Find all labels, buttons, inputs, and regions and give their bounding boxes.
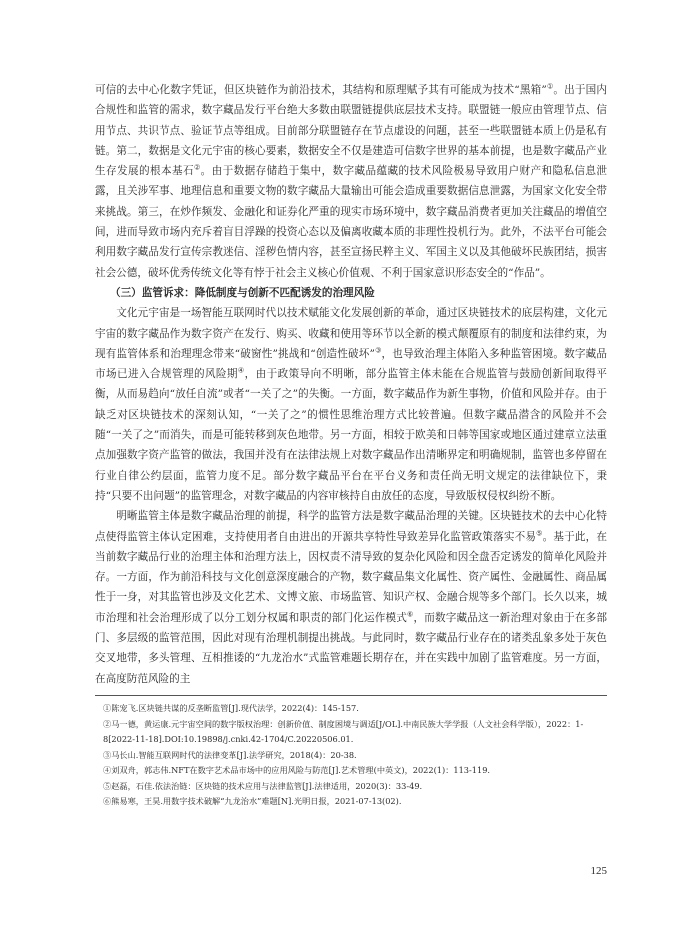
text-run: 。出于国内合规性和监管的需求，数字藏品发行平台绝大多数由联盟链提供底层技术支持。联盟链一般应由管理节点、信用节点、共识节点、验证节点等组成。目前部分联盟链存在节点虚设的问题，甚至一些联盟链本质上仍是私有链。第二，数据是文化元宇宙的核心要素，数据安全不仅是建造可信数字世界的基本前提，也是数字藏品产业生存发展的根本基石 <box>95 84 608 178</box>
footnote-5: ⑤赵磊，石佳.依法治链：区块链的技术应用与法律监管[J].法律适用，2020(3)：33-49. <box>103 780 423 791</box>
footnote-2: ②马一德，黄运康.元宇宙空间的数字版权治理：创新价值、制度困境与调适[J/OL].中南民族大学学报（人文社会科学版），2022：1-8[2022-11-18].DOI:10.19898/j.cnki.42-1704/C.20220506.01. <box>103 718 584 745</box>
section-heading: （三）监管诉求：降低制度与创新不匹配诱发的治理风险 <box>110 286 375 299</box>
body-paragraph-3 <box>95 506 607 689</box>
article-page <box>95 80 607 810</box>
footnote-1: ①陈宠飞.区块链共谋的反垄断监管[J].现代法学，2022(4)：145-157. <box>103 702 359 713</box>
text-run: 。由于数据存储趋于集中，数字藏品蕴藏的技术风险极易导致用户财产和隐私信息泄露，且关涉军事、地理信息和重要文物的数字藏品大量输出可能会造成重要数据信息泄露，为国家文化安全带来挑战。第三，在炒作频发、金融化和证券化严重的现实市场环境中，数字藏品消费者更加关注藏品的增值空间，进而导致市场内充斥着盲目浮躁的投资心态以及偏离收藏本质的非理性投机行为。此外，不法平台可能会利用数字藏品发行宣传宗教迷信、淫秽色情内容，甚至宣扬民粹主义、军国主义以及其他破坏民族团结，损害社会公德，破坏优秀传统文化等有悖于社会主义核心价值观、不利于国家意识形态安全的“作品”。 <box>95 165 608 279</box>
page-number: 125 <box>590 865 607 877</box>
footnote-marker: ③ <box>374 346 382 355</box>
footnote-marker: ① <box>546 82 554 91</box>
body-paragraph-1 <box>95 80 607 283</box>
text-run: 可信的去中心化数字凭证，但区块链作为前沿技术，其结构和原理赋予其有可能成为技术“黑箱” <box>95 84 547 96</box>
footnote-marker: ② <box>193 163 201 172</box>
text-run: ，而数字藏品这一新治理对象由于在多部门、多层级的监管范围，因此对现有治理机制提出挑战。与此同时，数字藏品行业存在的诸类乱象多处于灰色交叉地带，多头管理、互相推诿的“九龙治水”式监管难题长期存在，并在实践中加剧了监管难度。另一方面，在高度防范风险的主 <box>95 611 608 685</box>
body-paragraph-2 <box>95 303 607 506</box>
footnotes <box>95 701 607 810</box>
text-run: ，也导致治理主体陷入多种监管困境。数字藏品市场已进入合规管理的风险期 <box>95 347 607 381</box>
text-run: 明晰监管主体是数字藏品治理的前提，科学的监管方法是数字藏品治理的关键。区块链技术的去中心化特点使得监管主体认定困难，支持使用者自由进出的开源共享特性导致差异化监管政策落实不易 <box>95 510 607 543</box>
text-run: ，由于政策导向不明晰，部分监管主体未能在合规监管与鼓励创新间取得平衡，从而易趋向“放任自流”或者“一关了之”的失衡。一方面，数字藏品作为新生事物，价值和风险并存。由于缺乏对区块链技术的深刻认知，“一关了之”的惯性思维治理方式比较普遍。但数字藏品潜含的风险并不会随“一关了之”而消失，而是可能转移到灰色地带。另一方面，相较于欧美和日韩等国家或地区通过建章立法重点加强数字资产监管的做法，我国并没有在法律法规上对数字藏品作出清晰界定和明确规制，监管也多停留在行业自律公约层面，监管力度不足。部分数字藏品平台在平台义务和责任尚无明文规定的法律缺位下，秉持“只要不出问题”的监管理念，对数字藏品的内容审核持自由放任的态度，导致版权侵权纠纷不断。 <box>95 368 608 502</box>
footnote-marker: ④ <box>237 366 245 375</box>
footnote-separator <box>95 695 607 696</box>
footnote-4: ④刘双舟，郭志伟.NFT在数字艺术品市场中的应用风险与防范[J].艺术管理(中英文)，2022(1)：113-119. <box>103 765 491 776</box>
text-run: 文化元宇宙是一场智能互联网时代以技术赋能文化发展创新的革命，通过区块链技术的底层构建，文化元宇宙的数字藏品作为数字资产在发行、购买、收藏和使用等环节以全新的模式颠覆原有的制度和法律约束，为现有监管体系和治理理念带来“破窗性”挑战和“创造性破坏” <box>95 307 607 360</box>
footnote-6: ⑥熊易寒，王昊.用数字技术破解“九龙治水”难题[N].光明日报，2021-07-13(02). <box>103 796 402 807</box>
footnote-3: ③马长山.智能互联网时代的法律变革[J].法学研究，2018(4)：20-38. <box>103 749 357 760</box>
footnote-marker: ⑤ <box>536 529 543 537</box>
footnote-marker: ⑥ <box>407 610 414 619</box>
text-run: 。基于此，在当前数字藏品行业的治理主体和治理方法上，因权责不清导致的复杂化风险和因全盘否定诱发的简单化风险并存。一方面，作为前沿科技与文化创意深度融合的产物，数字藏品集文化属性、资产属性、金融属性、商品属性于一身，对其监管也涉及文化艺术、文博文旅、市场监管、知识产权、金融合规等多个部门。长久以来，城市治理和社会治理形成了以分工划分权属和职责的部门化运作模式 <box>95 530 608 624</box>
